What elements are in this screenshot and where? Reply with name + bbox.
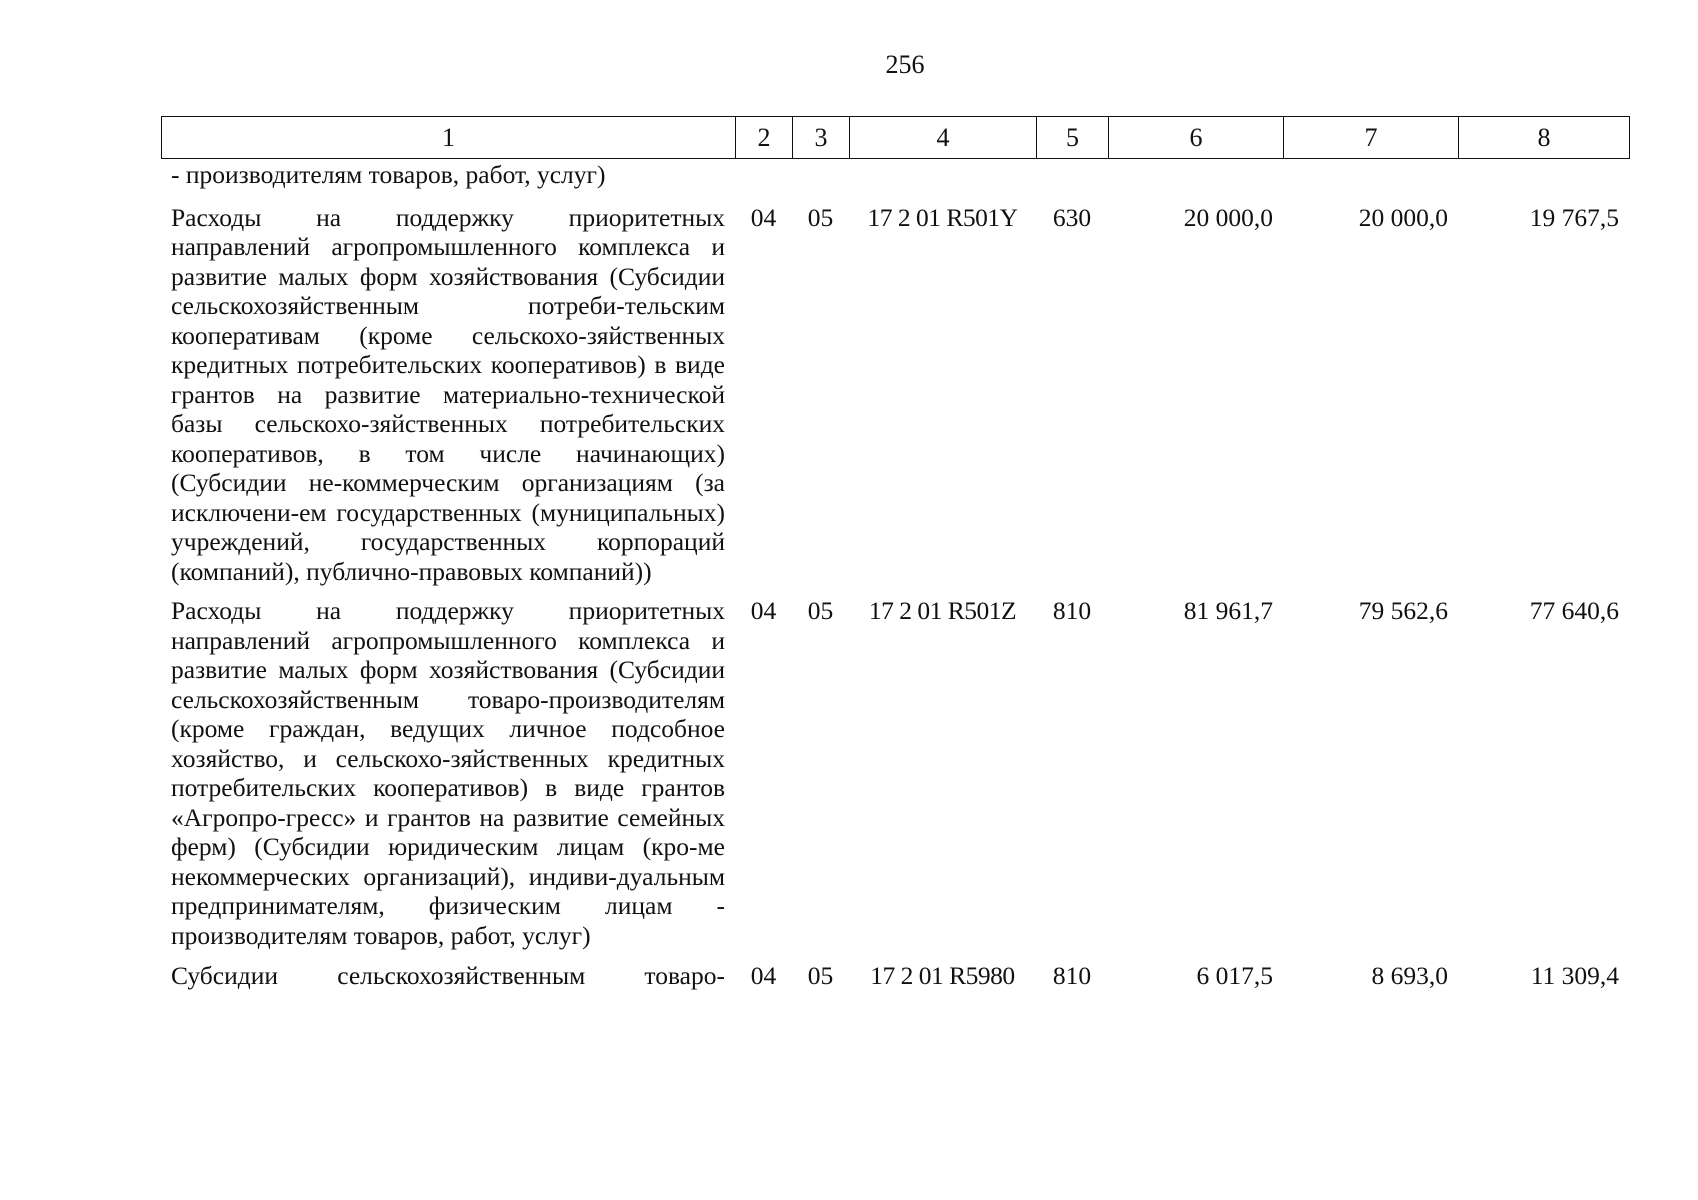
row-description: Расходы на поддержку приоритетных направлений агропромышленного комплекса и развитие малых форм хозяйствования (Субсидии сельскохозяйственным товаро-производителям (кроме граждан, ведущих личное подсобное хозяйство, и сельскохо-зяйственных кредитных потребительских кооперативов) в виде грантов «Агропро-гресс» и грантов на развитие семейных ферм) (Субсидии юридическим лицам (кро-ме некоммерческих организаций), индиви-дуальным предпринимателям, физическим лицам - производителям товаров, работ, услуг)	[171, 596, 725, 950]
table-header	[161, 116, 1630, 159]
table-row	[161, 160, 1629, 190]
header-col-4: 4	[850, 117, 1037, 159]
row-description: - производителям товаров, работ, услуг)	[171, 160, 606, 189]
row-expense-type: 810	[1052, 961, 1092, 990]
table-row	[161, 961, 1629, 991]
row-description: Субсидии сельскохозяйственным товаро-	[171, 961, 725, 990]
table-row	[161, 596, 1629, 950]
table-row	[161, 203, 1629, 587]
row-amount-col7: 79 562,6	[1358, 596, 1448, 625]
header-col-2: 2	[736, 117, 793, 159]
row-amount-col6: 20 000,0	[1183, 202, 1273, 232]
row-expense-type: 630	[1052, 202, 1092, 232]
row-amount-col7: 8 693,0	[1371, 961, 1448, 990]
row-target-code: 17 2 01 R501Y	[867, 202, 1018, 232]
row-target-code: 17 2 01 R5980	[870, 961, 1015, 990]
table-body	[161, 160, 1629, 991]
row-amount-col6: 81 961,7	[1183, 596, 1273, 625]
row-amount-col7	[1283, 160, 1458, 190]
row-amount-col8: 11 309,4	[1530, 961, 1619, 990]
header-col-7: 7	[1284, 117, 1459, 159]
row-expense-type	[1036, 160, 1108, 190]
row-section: 04	[750, 596, 777, 625]
row-section	[735, 160, 792, 190]
header-col-5: 5	[1037, 117, 1109, 159]
row-amount-col6	[1108, 160, 1283, 190]
header-col-6: 6	[1109, 117, 1284, 159]
row-target-code	[849, 160, 1036, 190]
row-expense-type: 810	[1052, 596, 1092, 625]
row-amount-col8: 77 640,6	[1529, 596, 1619, 625]
row-amount-col7: 20 000,0	[1358, 202, 1448, 232]
row-description: Расходы на поддержку приоритетных направлений агропромышленного комплекса и развитие малых форм хозяйствования (Субсидии сельскохозяйственным потреби-тельским кооперативам (кроме сельскохо-зяйственных кредитных потребительских кооперативов) в виде грантов на развитие материально-технической базы сельскохо-зяйственных потребительских кооперативов, в том числе начинающих) (Субсидии не-коммерческим организациям (за исключени-ем государственных (муниципальных) учреждений, государственных корпораций (компаний), публично-правовых компаний))	[171, 202, 725, 586]
row-amount-col8	[1458, 160, 1629, 190]
row-subsection: 05	[807, 961, 834, 990]
row-section: 04	[750, 961, 777, 990]
row-section: 04	[750, 202, 777, 232]
row-subsection: 05	[807, 202, 834, 232]
header-col-1: 1	[162, 117, 736, 159]
header-col-3: 3	[793, 117, 850, 159]
row-amount-col6: 6 017,5	[1196, 961, 1273, 990]
header-col-8: 8	[1459, 117, 1630, 159]
page-number: 256	[885, 50, 925, 79]
row-subsection: 05	[807, 596, 834, 625]
row-subsection	[792, 160, 849, 190]
row-amount-col8: 19 767,5	[1529, 202, 1619, 232]
row-target-code: 17 2 01 R501Z	[868, 596, 1017, 625]
